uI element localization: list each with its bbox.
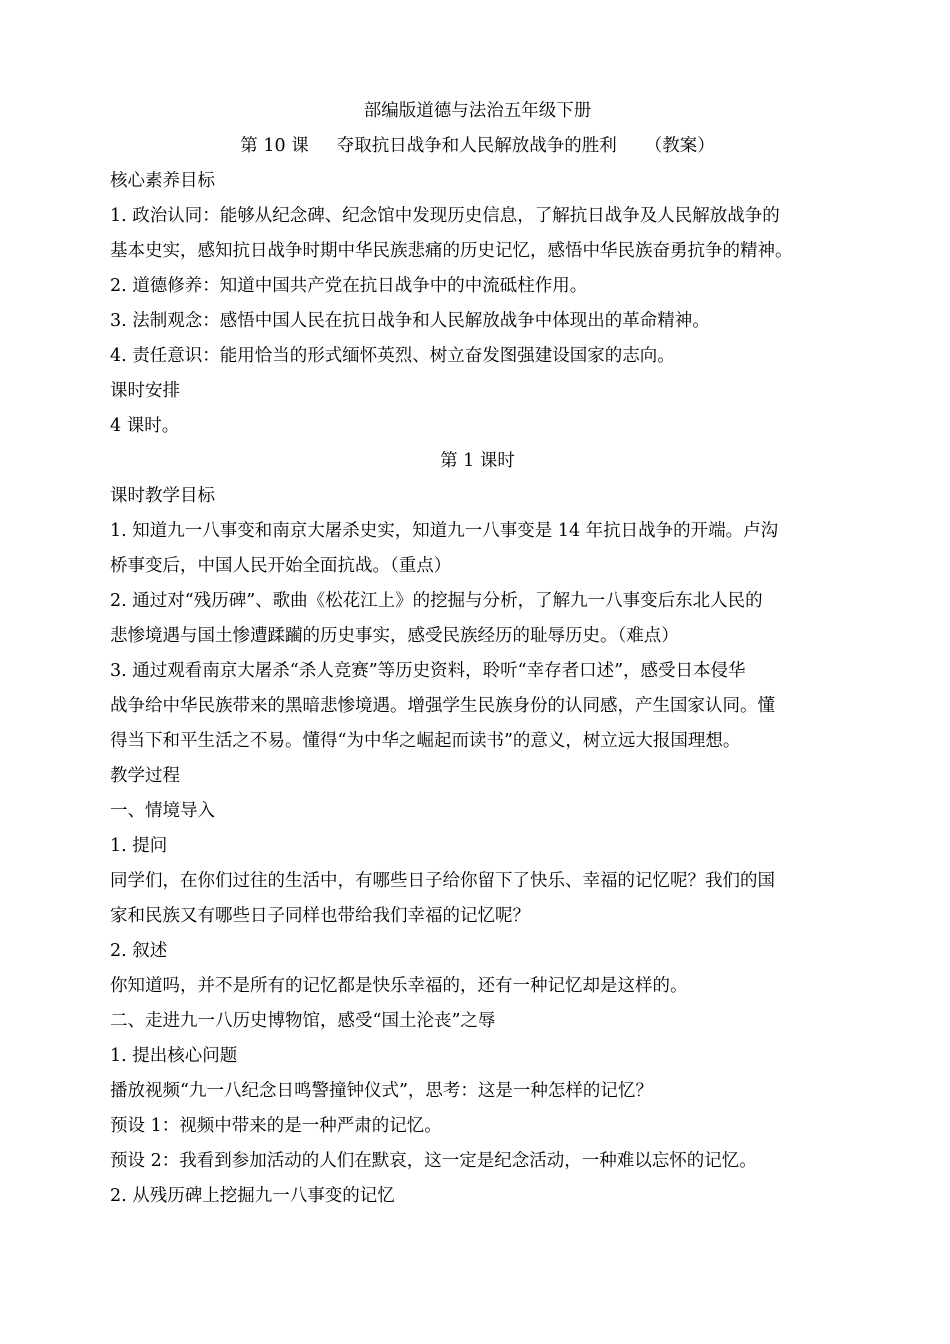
paragraph-line: 4. 责任意识：能用恰当的形式缅怀英烈、树立奋发图强建设国家的志向。 <box>110 346 675 366</box>
paragraph-line: 同学们，在你们过往的生活中，有哪些日子给你留下了快乐、幸福的记忆呢？我们的国 <box>110 871 775 891</box>
paragraph-line: 战争给中华民族带来的黑暗悲惨境遇。增强学生民族身份的认同感，产生国家认同。懂 <box>110 696 775 716</box>
lesson-title-line <box>110 129 845 164</box>
paragraph-line: 桥事变后，中国人民开始全面抗战。（重点） <box>110 556 452 576</box>
paragraph-line: 悲惨境遇与国土惨遭蹂躏的历史事实，感受民族经历的耻辱历史。（难点） <box>110 626 679 646</box>
paragraph-line: 1. 提问 <box>110 836 168 856</box>
paragraph-line: 家和民族又有哪些日子同样也带给我们幸福的记忆呢？ <box>110 906 530 926</box>
paragraph-line: 预设 1：视频中带来的是一种严肃的记忆。 <box>110 1116 442 1136</box>
paragraph-line: 你知道吗，并不是所有的记忆都是快乐幸福的，还有一种记忆却是这样的。 <box>110 976 688 996</box>
paragraph-line: 播放视频“九一八纪念日鸣警撞钟仪式”，思考：这是一种怎样的记忆？ <box>110 1081 653 1101</box>
paragraph-line: 得当下和平生活之不易。懂得“为中华之崛起而读书”的意义，树立远大报国理想。 <box>110 731 741 751</box>
heading-schedule: 课时安排 <box>110 381 180 401</box>
paragraph-line: 2. 从残历碑上挖掘九一八事变的记忆 <box>110 1186 395 1206</box>
paragraph-line: 3. 通过观看南京大屠杀“杀人竞赛”等历史资料，聆听“幸存者口述”，感受日本侵华 <box>110 661 746 681</box>
paragraph-line: 2. 通过对“残历碑”、歌曲《松花江上》的挖掘与分析，了解九一八事变后东北人民的 <box>110 591 763 611</box>
section-heading: 第 1 课时 <box>440 451 515 471</box>
lesson-title: 夺取抗日战争和人民解放战争的胜利 <box>336 136 617 156</box>
lesson-suffix: （教案） <box>644 136 715 156</box>
heading-core-goals: 核心素养目标 <box>110 171 215 191</box>
paragraph-line: 二、走进九一八历史博物馆，感受“国土沦丧”之辱 <box>110 1011 496 1031</box>
paragraph-line: 基本史实，感知抗日战争时期中华民族悲痛的历史记忆，感悟中华民族奋勇抗争的精神。 <box>110 241 793 261</box>
document-title: 部编版道德与法治五年级下册 <box>363 101 592 121</box>
paragraph-line: 2. 叙述 <box>110 941 168 961</box>
heading-teaching-process: 教学过程 <box>110 766 180 786</box>
paragraph-line: 1. 政治认同：能够从纪念碑、纪念馆中发现历史信息，了解抗日战争及人民解放战争的 <box>110 206 780 226</box>
paragraph-line: 预设 2：我看到参加活动的人们在默哀，这一定是纪念活动，一种难以忘怀的记忆。 <box>110 1151 757 1171</box>
lesson-label: 第 10 课 <box>240 136 309 156</box>
paragraph-line: 3. 法制观念：感悟中国人民在抗日战争和人民解放战争中体现出的革命精神。 <box>110 311 710 331</box>
paragraph-line: 2. 道德修养：知道中国共产党在抗日战争中的中流砥柱作用。 <box>110 276 588 296</box>
document-body <box>110 94 845 1214</box>
paragraph-line: 1. 提出核心问题 <box>110 1046 238 1066</box>
paragraph-line: 一、情境导入 <box>110 801 215 821</box>
paragraph-line: 1. 知道九一八事变和南京大屠杀史实，知道九一八事变是 14 年抗日战争的开端。卢沟 <box>110 521 779 541</box>
paragraph-line: 4 课时。 <box>110 416 180 436</box>
heading-teaching-goals: 课时教学目标 <box>110 486 215 506</box>
